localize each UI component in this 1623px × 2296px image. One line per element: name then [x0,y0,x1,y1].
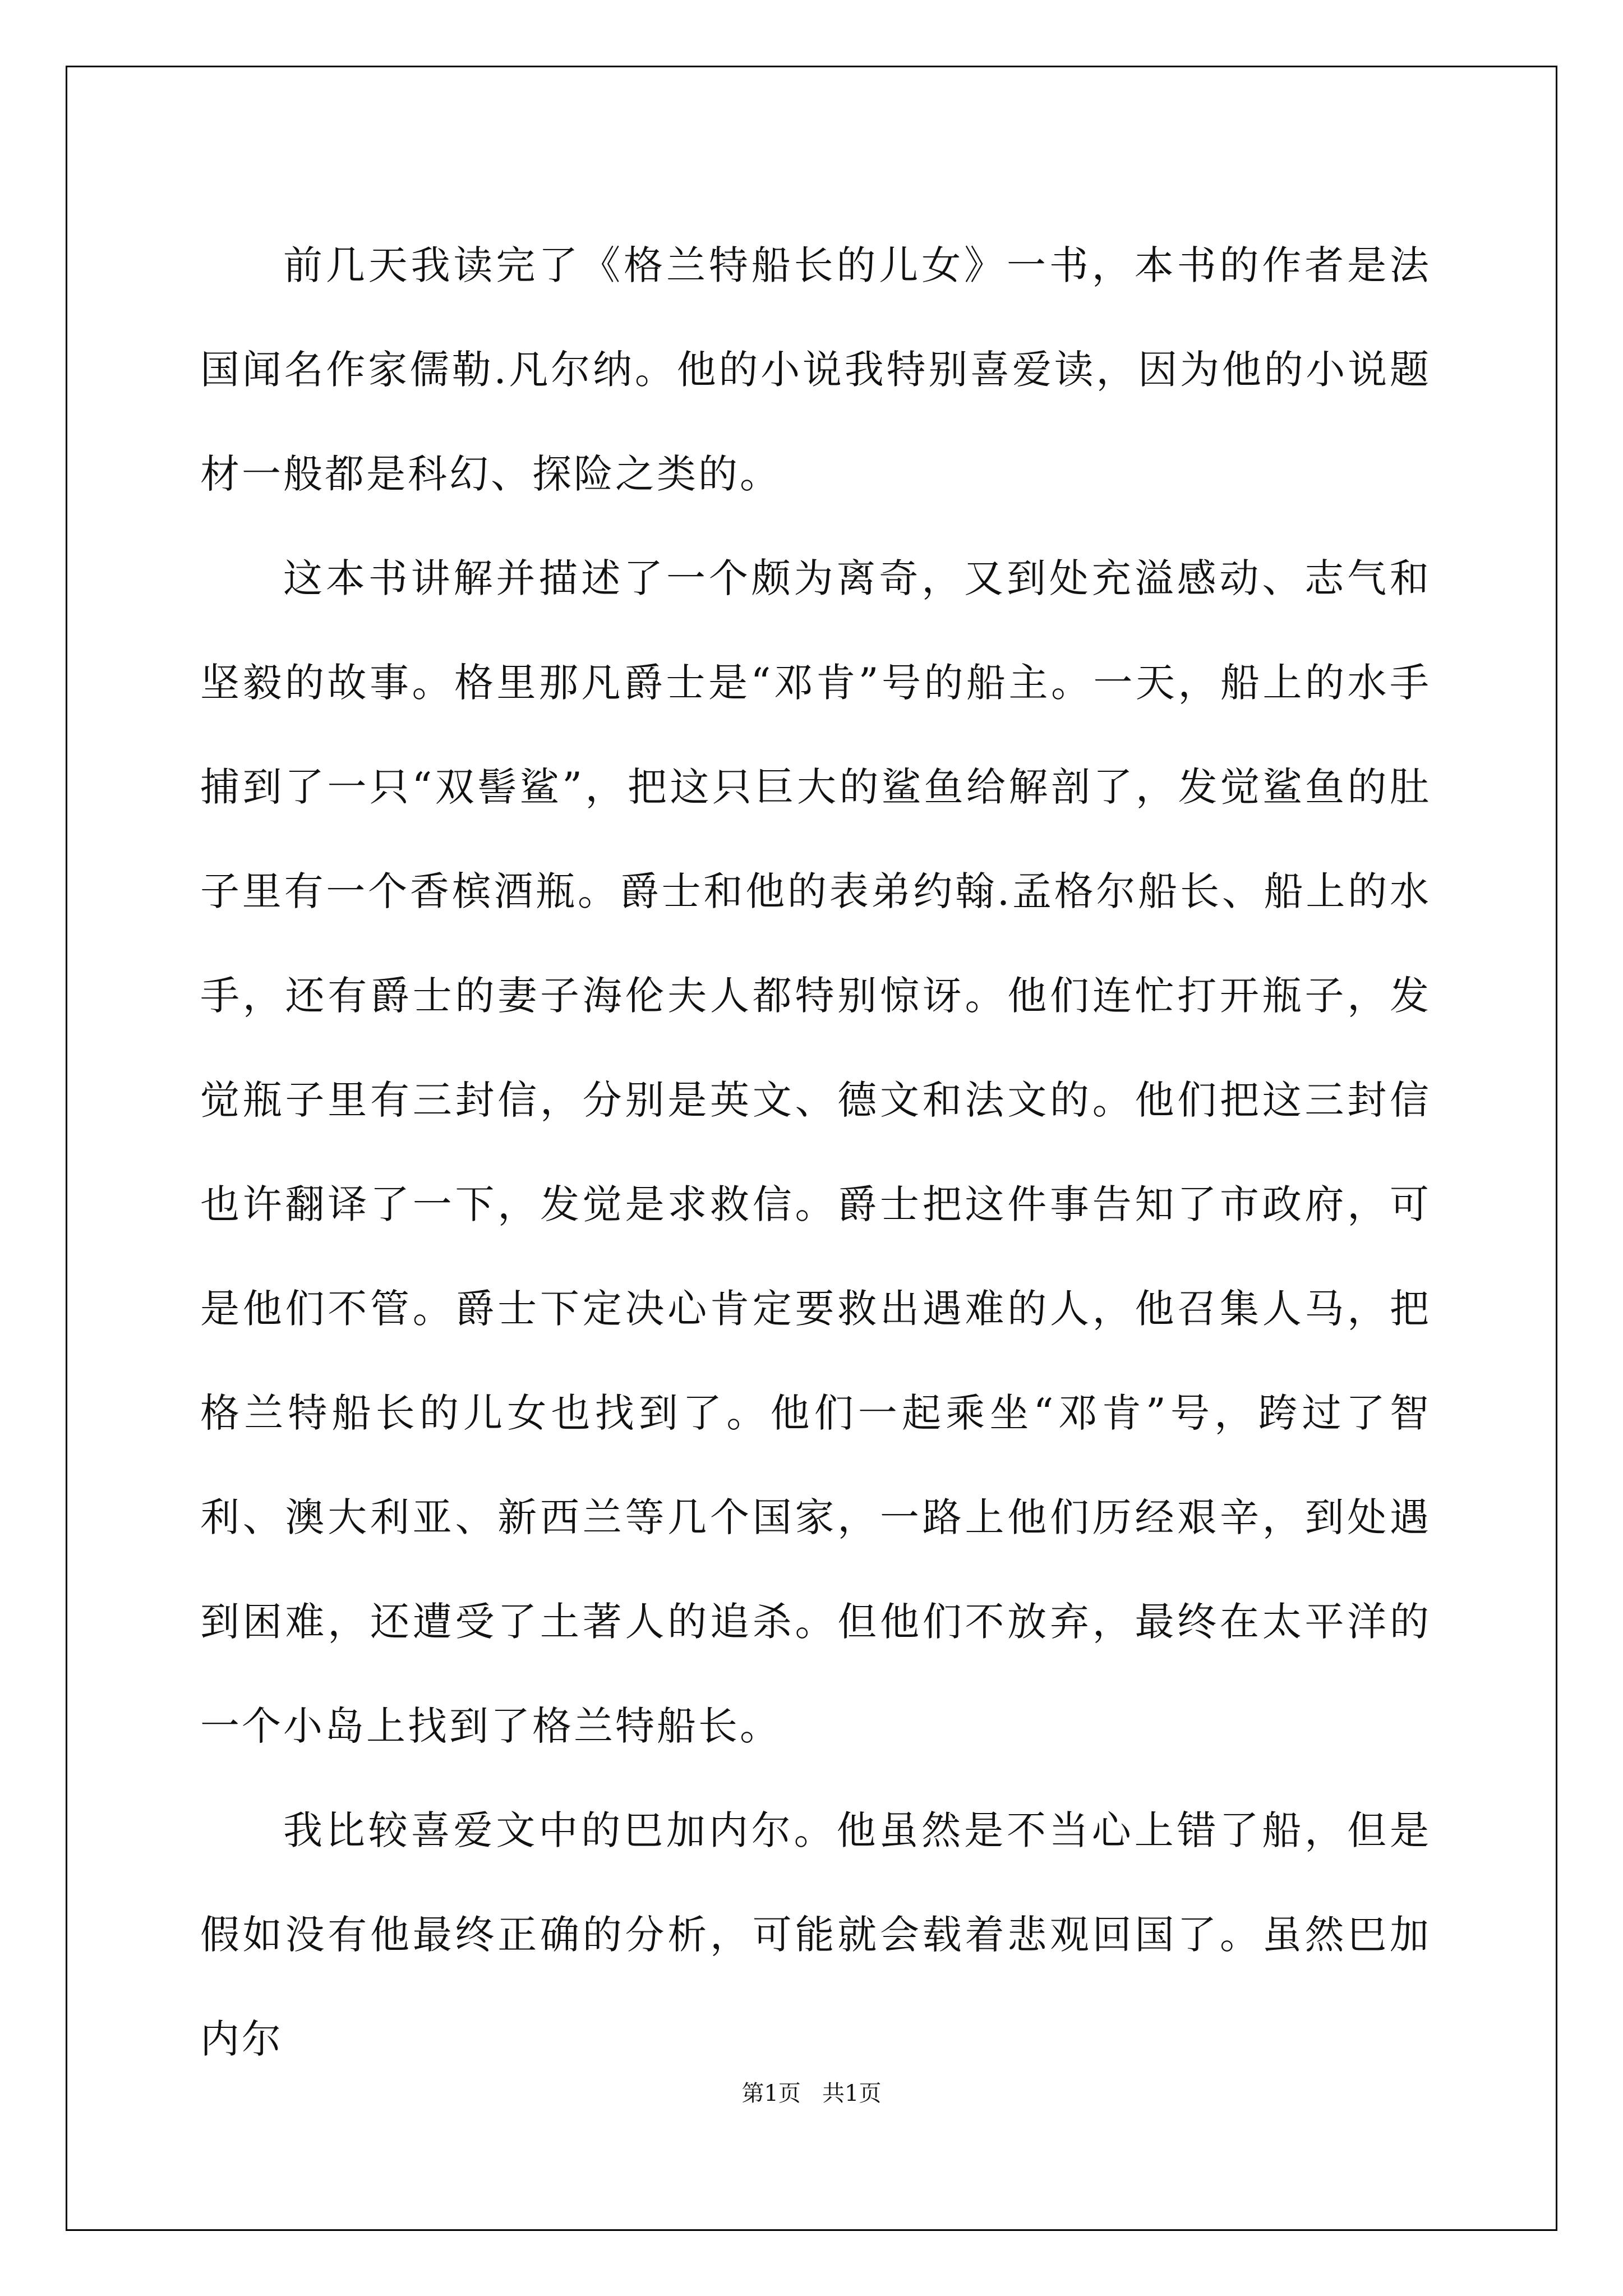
paragraph-3: 我比较喜爱文中的巴加内尔。他虽然是不当心上错了船，但是假如没有他最终正确的分析，可能就会载着悲观回国了。虽然巴加内尔 [200,1807,1431,2062]
page-number-footer: 第1页 共1页 [741,2081,882,2106]
paragraph-2: 这本书讲解并描述了一个颇为离奇，又到处充溢感动、志气和坚毅的故事。格里那凡爵士是“邓肯”号的船主。一天，船上的水手捕到了一只“双髻鲨”，把这只巨大的鲨鱼给解剖了，发觉鲨鱼的肚子里有一个香槟酒瓶。爵士和他的表弟约翰.孟格尔船长、船上的水手，还有爵士的妻子海伦夫人都特别惊讶。他们连忙打开瓶子，发觉瓶子里有三封信，分别是英文、德文和法文的。他们把这三封信也许翻译了一下，发觉是求救信。爵士把这件事告知了市政府，可是他们不管。爵士下定决心肯定要救出遇难的人，他召集人马，把格兰特船长的儿女也找到了。他们一起乘坐“邓肯”号，跨过了智利、澳大利亚、新西兰等几个国家，一路上他们历经艰辛，到处遇到困难，还遭受了土著人的追杀。但他们不放弃，最终在太平洋的一个小岛上找到了格兰特船长。 [200,555,1431,1749]
paragraph-1: 前几天我读完了《格兰特船长的儿女》一书，本书的作者是法国闻名作家儒勒.凡尔纳。他的小说我特别喜爱读，因为他的小说题材一般都是科幻、探险之类的。 [200,242,1431,497]
body-text [200,213,1431,2091]
